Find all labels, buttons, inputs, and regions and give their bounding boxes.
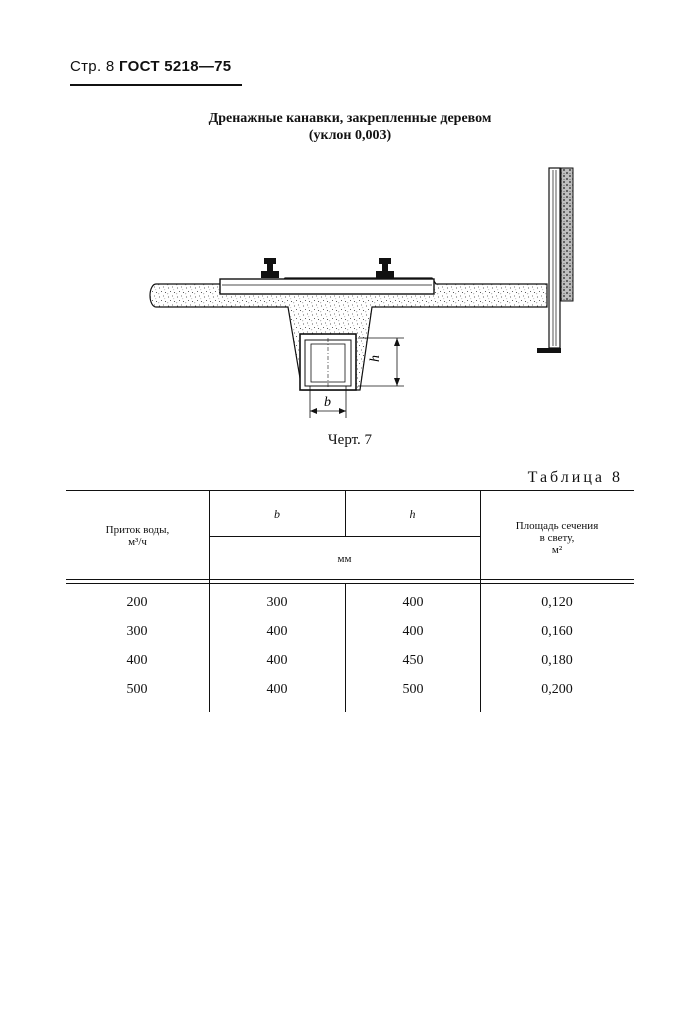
figure-subtitle: (уклон 0,003) (308, 128, 392, 143)
timber-lining (300, 334, 356, 390)
cell-b: 400 (266, 682, 288, 697)
header-flow (66, 524, 209, 548)
rail-left (261, 258, 279, 278)
cell-area: 0,200 (541, 682, 573, 697)
page-number: Стр. 8 (70, 58, 115, 75)
cell-flow: 200 (126, 595, 148, 610)
table-top-rule (66, 490, 634, 491)
cell-area: 0,180 (541, 653, 573, 668)
cell-h: 400 (402, 624, 424, 639)
table-label: Таблица 8 (527, 469, 623, 486)
header-area (480, 520, 634, 556)
dimension-b-label: b (324, 395, 331, 410)
figure-title: Дренажные канавки, закрепленные деревом (208, 111, 492, 126)
table-double-rule-1 (66, 579, 634, 580)
header-h: h (409, 507, 416, 521)
table-8 (66, 490, 634, 712)
figure-caption: Черт. 7 (327, 432, 373, 448)
rail-right (376, 258, 394, 278)
cell-area: 0,160 (541, 624, 573, 639)
cell-flow: 400 (126, 653, 148, 668)
cell-h: 450 (402, 653, 424, 668)
header-flow-line2: м³/ч (128, 536, 147, 548)
sleeper (220, 279, 434, 294)
table-header-rule (209, 536, 480, 537)
cell-h: 500 (402, 682, 424, 697)
standard-number: ГОСТ 5218—75 (119, 58, 232, 75)
side-wall (537, 168, 573, 353)
page-header (70, 58, 231, 75)
cell-flow: 500 (126, 682, 148, 697)
header-b: b (274, 507, 280, 521)
cell-b: 400 (266, 653, 288, 668)
header-area-line3: м² (551, 544, 563, 556)
cell-h: 400 (402, 595, 424, 610)
header-flow-line1: Приток воды, (105, 524, 170, 536)
drainage-ditch-drawing (140, 160, 580, 430)
cell-area: 0,120 (541, 595, 573, 610)
dimension-h-label: h (368, 355, 383, 362)
header-area-line2: в свету, (539, 532, 575, 544)
table-divider-1 (209, 490, 210, 712)
cell-flow: 300 (126, 624, 148, 639)
header-area-line1: Площадь сечения (515, 520, 599, 532)
cell-b: 300 (266, 595, 288, 610)
cell-b: 400 (266, 624, 288, 639)
table-double-rule-2 (66, 583, 634, 584)
header-rule (70, 84, 242, 86)
header-unit: мм (337, 553, 352, 565)
table-divider-2-body (345, 584, 346, 712)
